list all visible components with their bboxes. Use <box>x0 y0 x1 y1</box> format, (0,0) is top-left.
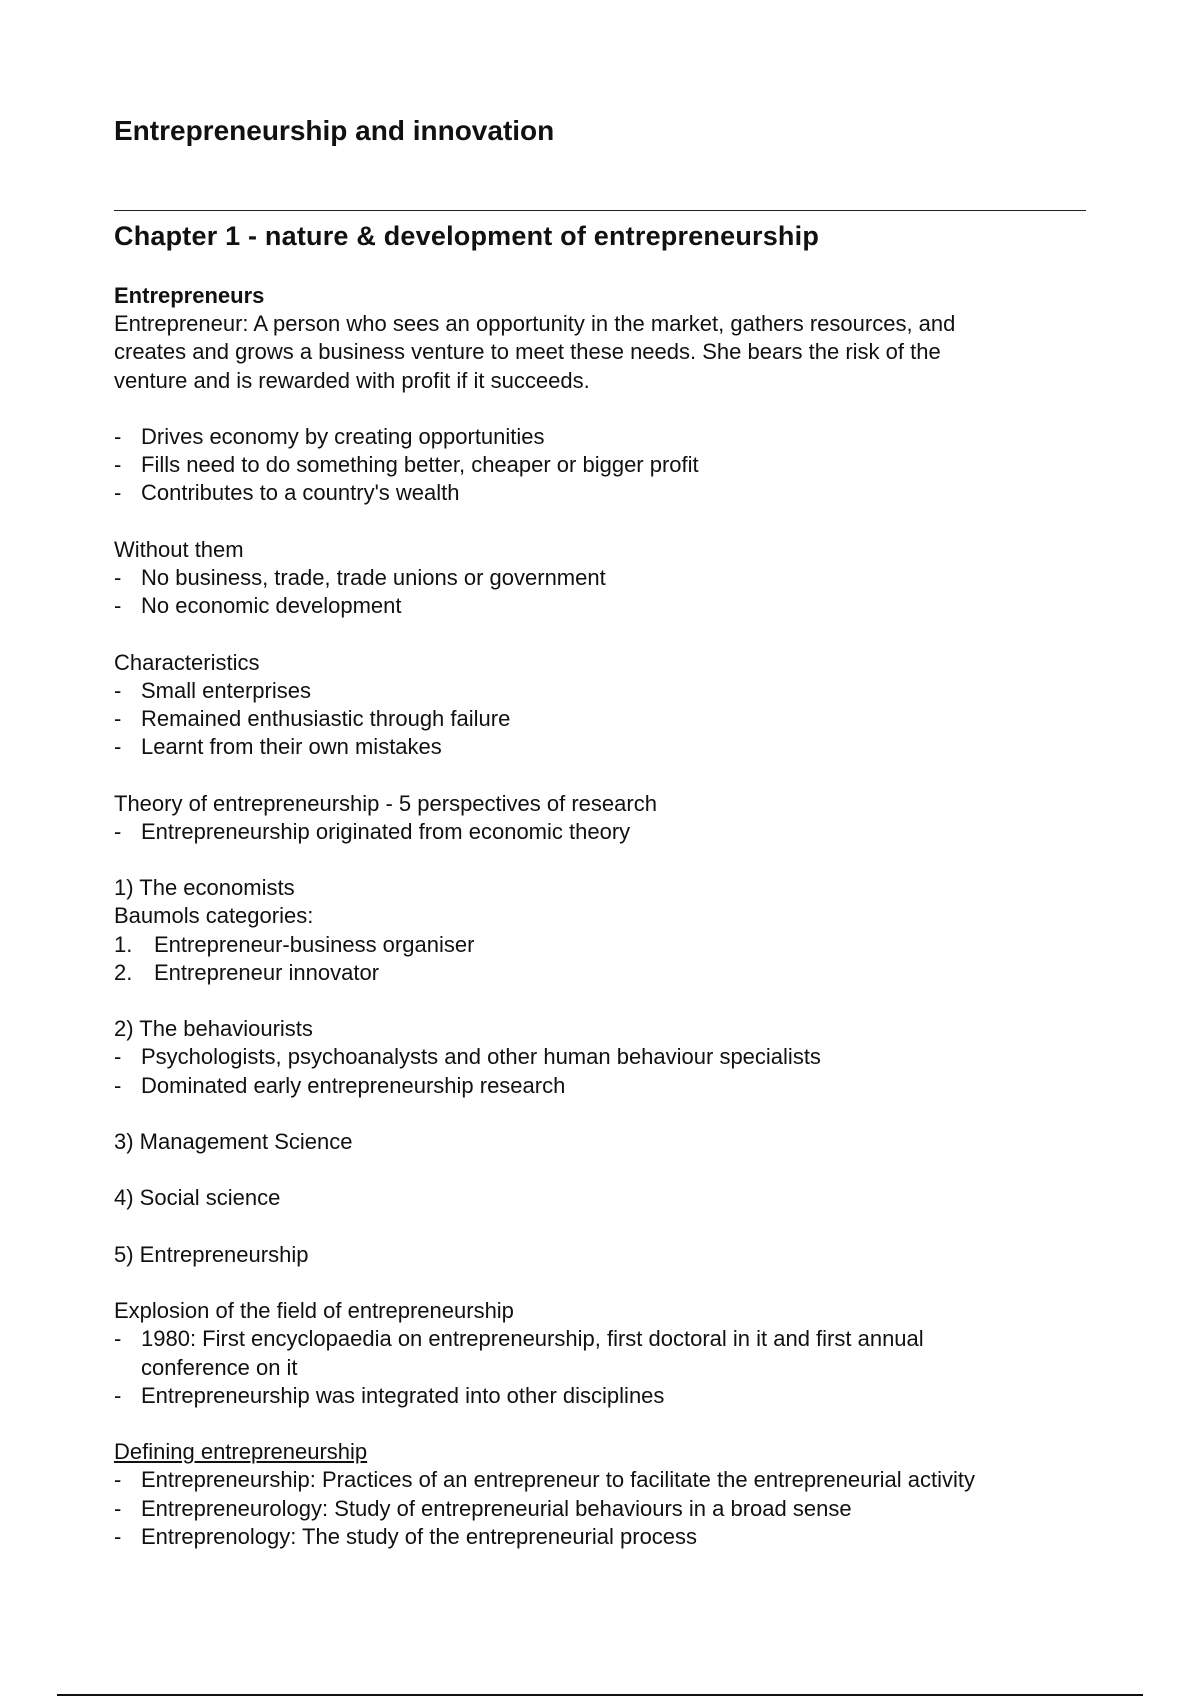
list-item-text: Fills need to do something better, cheaper or bigger profit <box>141 452 699 478</box>
bullet-dash: - <box>114 1523 122 1549</box>
list-item-text: Entrepreneur-business organiser <box>154 931 475 957</box>
bullet-dash: - <box>114 565 122 590</box>
list-item-text: Drives economy by creating opportunities <box>141 424 545 449</box>
page-bottom-divider <box>57 1694 1143 1696</box>
list-item <box>114 733 1086 761</box>
list-item-line: conference on it <box>141 1354 298 1380</box>
list-item <box>114 1043 1086 1071</box>
section-heading-theory: Theory of entrepreneurship - 5 perspectives of research <box>114 790 657 816</box>
list-item-text: Dominated early entrepreneurship research <box>141 1072 566 1098</box>
section-heading-explosion: Explosion of the field of entrepreneurship <box>114 1298 514 1324</box>
list-item-text: Entreprenology: The study of the entrepreneurial process <box>141 1523 698 1549</box>
item-number: 1. <box>114 931 133 957</box>
bullet-dash: - <box>114 480 122 506</box>
bullet-dash: - <box>114 818 122 844</box>
item-number: 2. <box>114 959 133 985</box>
list-item-text: Entrepreneurship: Practices of an entrepreneur to facilitate the entrepreneurial activity <box>141 1467 976 1493</box>
document-title: Entrepreneurship and innovation <box>114 115 555 146</box>
subheading-baumols: Baumols categories: <box>114 903 314 929</box>
section-heading-management-science: 3) Management Science <box>114 1128 353 1154</box>
bullet-dash: - <box>114 1467 122 1493</box>
list-item-text: No business, trade, trade unions or government <box>141 565 606 590</box>
list-item-text: Entrepreneur innovator <box>154 959 380 985</box>
list-item-text: Learnt from their own mistakes <box>141 734 442 760</box>
chapter-heading: Chapter 1 - nature & development of entrepreneurship <box>114 221 820 251</box>
bullet-dash: - <box>114 593 122 619</box>
list-item-text: Psychologists, psychoanalysts and other human behaviour specialists <box>141 1044 821 1070</box>
bullet-dash: - <box>114 1326 122 1352</box>
list-item <box>114 1523 1086 1551</box>
definition-line: Entrepreneur: A person who sees an opportunity in the market, gathers resources, and <box>114 311 956 337</box>
list-item <box>114 423 1086 451</box>
list-item <box>114 705 1086 733</box>
list-item <box>114 818 1086 846</box>
bullet-dash: - <box>114 1382 122 1408</box>
list-item <box>114 564 1086 592</box>
list-item <box>114 1466 1086 1494</box>
list-item <box>114 479 1086 507</box>
list-item-text: Entrepreneurship originated from economic theory <box>141 818 631 844</box>
definition-line: venture and is rewarded with profit if it succeeds. <box>114 367 590 393</box>
section-heading-economists: 1) The economists <box>114 875 295 901</box>
bullet-dash: - <box>114 1495 122 1521</box>
section-heading-entrepreneurs: Entrepreneurs <box>114 283 265 308</box>
list-item-line: 1980: First encyclopaedia on entrepreneurship, first doctoral in it and first annual <box>141 1326 924 1352</box>
list-item <box>114 677 1086 705</box>
list-item <box>114 451 1086 479</box>
definition-line: creates and grows a business venture to meet these needs. She bears the risk of the <box>114 339 941 365</box>
numbered-item <box>114 931 1086 959</box>
bullet-dash: - <box>114 677 122 703</box>
list-item <box>114 1072 1086 1100</box>
bullet-dash: - <box>114 1072 122 1098</box>
bullet-dash: - <box>114 1044 122 1070</box>
section-heading-social-science: 4) Social science <box>114 1185 281 1211</box>
list-item-text: Small enterprises <box>141 677 311 703</box>
list-item-text: Contributes to a country's wealth <box>141 480 460 506</box>
section-heading-entrepreneurship: 5) Entrepreneurship <box>114 1241 309 1267</box>
list-item <box>114 1495 1086 1523</box>
section-heading-behaviourists: 2) The behaviourists <box>114 1016 313 1042</box>
bullet-dash: - <box>114 734 122 760</box>
section-heading-defining: Defining entrepreneurship <box>114 1439 368 1465</box>
section-heading-characteristics: Characteristics <box>114 649 260 675</box>
document-page <box>114 108 1086 1551</box>
list-item-text <box>141 1325 924 1381</box>
bullet-dash: - <box>114 452 122 478</box>
list-item-text: Entrepreneurship was integrated into other disciplines <box>141 1382 665 1408</box>
list-item <box>114 1325 1086 1381</box>
list-item-text: Entrepreneurology: Study of entrepreneurial behaviours in a broad sense <box>141 1495 852 1521</box>
list-item <box>114 592 1086 620</box>
list-item <box>114 1382 1086 1410</box>
list-item-text: Remained enthusiastic through failure <box>141 706 511 731</box>
section-heading-without-them: Without them <box>114 536 244 562</box>
bullet-dash: - <box>114 424 122 449</box>
bullet-dash: - <box>114 706 122 731</box>
document-body <box>114 282 1086 1551</box>
numbered-item <box>114 959 1086 987</box>
list-item-text: No economic development <box>141 593 402 619</box>
